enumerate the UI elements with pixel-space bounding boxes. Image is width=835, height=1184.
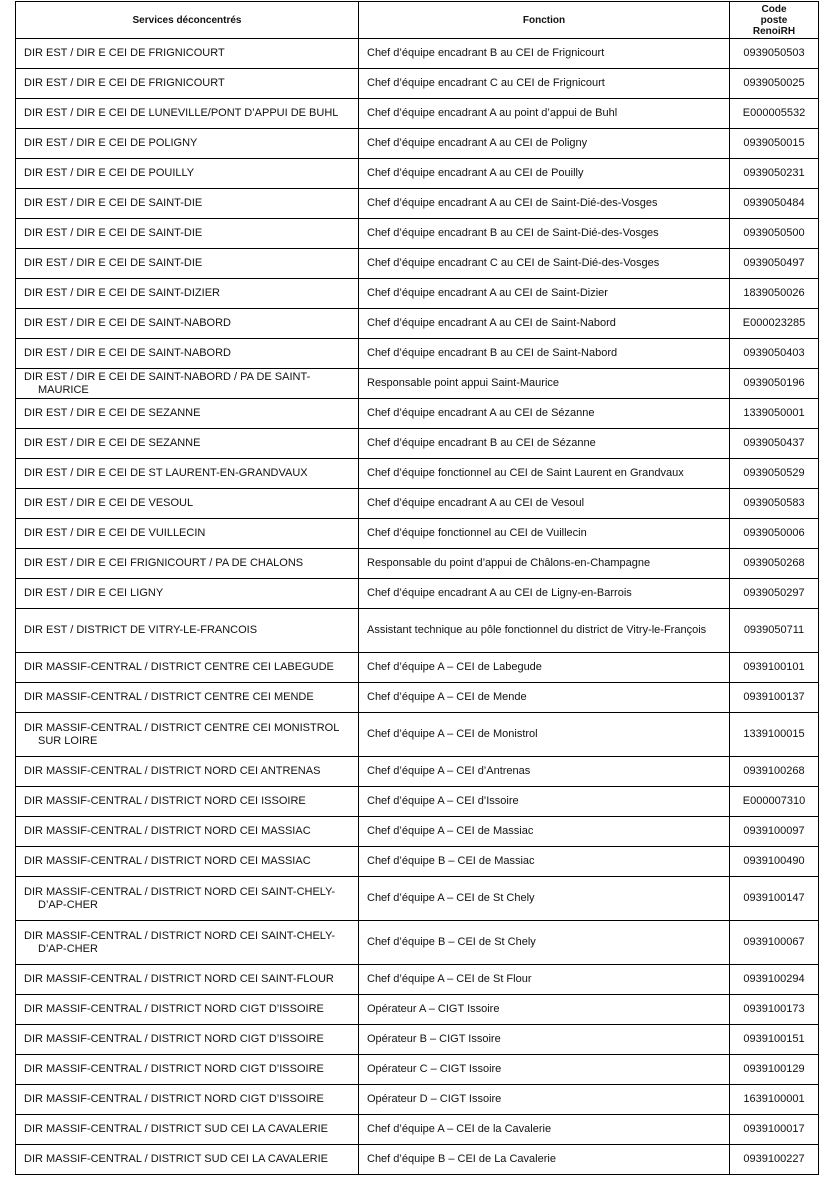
cell-code: 0939100017 — [730, 1115, 819, 1145]
cell-service — [16, 369, 359, 399]
cell-fonction — [359, 189, 730, 219]
cell-fonction — [359, 847, 730, 877]
table-row — [16, 279, 819, 309]
cell-fonction — [359, 399, 730, 429]
cell-fonction — [359, 219, 730, 249]
service-text: DIR MASSIF-CENTRAL / DISTRICT NORD CEI MASSIAC — [24, 825, 311, 837]
cell-service — [16, 129, 359, 159]
cell-fonction — [359, 965, 730, 995]
cell-code: 1339100015 — [730, 713, 819, 757]
fonction-text: Chef d’équipe encadrant A au CEI de Sézanne — [367, 407, 595, 419]
table-row — [16, 847, 819, 877]
cell-service — [16, 787, 359, 817]
cell-code: 0939100067 — [730, 921, 819, 965]
table-row — [16, 787, 819, 817]
table-row — [16, 1115, 819, 1145]
cell-service — [16, 579, 359, 609]
cell-code: 0939050231 — [730, 159, 819, 189]
cell-code: 0939100151 — [730, 1025, 819, 1055]
cell-service — [16, 69, 359, 99]
cell-service — [16, 219, 359, 249]
fonction-text: Chef d’équipe A – CEI d’Antrenas — [367, 765, 531, 777]
table-row — [16, 69, 819, 99]
cell-service — [16, 309, 359, 339]
fonction-text: Chef d’équipe A – CEI de St Flour — [367, 973, 532, 985]
fonction-text: Assistant technique au pôle fonctionnel du district de Vitry-le-François — [367, 624, 707, 636]
fonction-text: Chef d’équipe encadrant A au CEI de Vesoul — [367, 497, 585, 509]
cell-code: 0939050711 — [730, 609, 819, 653]
cell-service — [16, 1145, 359, 1175]
cell-code: 1639100001 — [730, 1085, 819, 1115]
cell-code: 0939050025 — [730, 69, 819, 99]
postes-table — [15, 1, 819, 1175]
table-row — [16, 339, 819, 369]
table-row — [16, 129, 819, 159]
service-text: DIR MASSIF-CENTRAL / DISTRICT NORD CIGT D’ISSOIRE — [24, 1033, 324, 1045]
cell-service — [16, 249, 359, 279]
fonction-text: Opérateur B – CIGT Issoire — [367, 1033, 501, 1045]
cell-service — [16, 653, 359, 683]
cell-code: 0939050437 — [730, 429, 819, 459]
table-row — [16, 399, 819, 429]
cell-code: 0939050484 — [730, 189, 819, 219]
cell-fonction — [359, 99, 730, 129]
service-text: DIR EST / DIR E CEI FRIGNICOURT / PA DE CHALONS — [24, 557, 304, 569]
service-text: DIR EST / DIR E CEI DE SEZANNE — [24, 407, 201, 419]
cell-code: 0939100294 — [730, 965, 819, 995]
cell-code: 0939100268 — [730, 757, 819, 787]
cell-fonction — [359, 787, 730, 817]
cell-code: 0939100097 — [730, 817, 819, 847]
cell-fonction — [359, 921, 730, 965]
service-text: DIR MASSIF-CENTRAL / DISTRICT CENTRE CEI MONISTROL SUR LOIRE — [24, 721, 339, 747]
header-code: Code poste RenoiRH — [730, 2, 819, 39]
cell-service — [16, 847, 359, 877]
table-row — [16, 995, 819, 1025]
cell-service — [16, 399, 359, 429]
cell-service — [16, 459, 359, 489]
service-text: DIR MASSIF-CENTRAL / DISTRICT NORD CEI SAINT-CHELY-D’AP-CHER — [24, 929, 336, 955]
fonction-text: Responsable point appui Saint-Maurice — [367, 377, 560, 389]
cell-service — [16, 965, 359, 995]
service-text: DIR EST / DIR E CEI DE ST LAURENT-EN-GRANDVAUX — [24, 467, 308, 479]
document-page — [15, 1, 818, 1175]
table-row — [16, 921, 819, 965]
table-header — [16, 2, 819, 39]
fonction-text: Chef d’équipe encadrant A au CEI de Pouilly — [367, 167, 584, 179]
cell-fonction — [359, 1055, 730, 1085]
cell-fonction — [359, 653, 730, 683]
table-row — [16, 757, 819, 787]
cell-service — [16, 1025, 359, 1055]
fonction-text: Chef d’équipe encadrant A au CEI de Poligny — [367, 137, 588, 149]
cell-service — [16, 99, 359, 129]
cell-service — [16, 817, 359, 847]
table-row — [16, 219, 819, 249]
service-text: DIR EST / DIR E CEI DE SAINT-NABORD — [24, 347, 231, 359]
service-text: DIR EST / DIR E CEI DE VUILLECIN — [24, 527, 206, 539]
cell-fonction — [359, 579, 730, 609]
cell-service — [16, 877, 359, 921]
fonction-text: Chef d’équipe A – CEI de St Chely — [367, 892, 535, 904]
table-row — [16, 609, 819, 653]
cell-code: 0939100129 — [730, 1055, 819, 1085]
service-text: DIR EST / DIR E CEI DE FRIGNICOURT — [24, 47, 225, 59]
fonction-text: Opérateur C – CIGT Issoire — [367, 1063, 502, 1075]
fonction-text: Chef d’équipe A – CEI d’Issoire — [367, 795, 519, 807]
cell-service — [16, 1085, 359, 1115]
fonction-text: Chef d’équipe A – CEI de Monistrol — [367, 728, 538, 740]
table-row — [16, 519, 819, 549]
cell-code: 0939050015 — [730, 129, 819, 159]
service-text: DIR EST / DIR E CEI DE SAINT-NABORD / PA DE SAINT-MAURICE — [24, 370, 311, 396]
table-row — [16, 159, 819, 189]
cell-code: 0939100227 — [730, 1145, 819, 1175]
table-row — [16, 429, 819, 459]
cell-service — [16, 757, 359, 787]
table-row — [16, 189, 819, 219]
cell-fonction — [359, 683, 730, 713]
cell-fonction — [359, 69, 730, 99]
cell-service — [16, 159, 359, 189]
fonction-text: Chef d’équipe encadrant C au CEI de Saint-Dié-des-Vosges — [367, 257, 660, 269]
cell-service — [16, 1055, 359, 1085]
cell-code: E000005532 — [730, 99, 819, 129]
cell-code: 0939100173 — [730, 995, 819, 1025]
service-text: DIR EST / DIR E CEI DE SAINT-NABORD — [24, 317, 231, 329]
table-row — [16, 877, 819, 921]
table-body — [16, 39, 819, 1175]
cell-service — [16, 39, 359, 69]
fonction-text: Opérateur A – CIGT Issoire — [367, 1003, 500, 1015]
service-text: DIR EST / DIR E CEI LIGNY — [24, 587, 164, 599]
cell-fonction — [359, 39, 730, 69]
cell-fonction — [359, 519, 730, 549]
cell-code: 0939100137 — [730, 683, 819, 713]
cell-service — [16, 549, 359, 579]
cell-fonction — [359, 609, 730, 653]
fonction-text: Chef d’équipe fonctionnel au CEI de Vuillecin — [367, 527, 587, 539]
cell-fonction — [359, 549, 730, 579]
fonction-text: Chef d’équipe A – CEI de Massiac — [367, 825, 534, 837]
cell-service — [16, 995, 359, 1025]
service-text: DIR MASSIF-CENTRAL / DISTRICT NORD CEI MASSIAC — [24, 855, 311, 867]
cell-code: 0939050529 — [730, 459, 819, 489]
cell-code: 0939100101 — [730, 653, 819, 683]
cell-fonction — [359, 129, 730, 159]
fonction-text: Chef d’équipe A – CEI de Labegude — [367, 661, 542, 673]
cell-code: 0939050503 — [730, 39, 819, 69]
header-row — [16, 2, 819, 39]
service-text: DIR MASSIF-CENTRAL / DISTRICT NORD CIGT D’ISSOIRE — [24, 1093, 324, 1105]
cell-code: 0939050006 — [730, 519, 819, 549]
fonction-text: Chef d’équipe encadrant B au CEI de Frignicourt — [367, 47, 605, 59]
cell-fonction — [359, 995, 730, 1025]
cell-code: E000007310 — [730, 787, 819, 817]
cell-service — [16, 339, 359, 369]
header-fonction: Fonction — [359, 2, 730, 39]
cell-fonction — [359, 279, 730, 309]
fonction-text: Chef d’équipe encadrant A au CEI de Saint-Nabord — [367, 317, 616, 329]
cell-service — [16, 279, 359, 309]
cell-fonction — [359, 1025, 730, 1055]
table-row — [16, 39, 819, 69]
table-row — [16, 965, 819, 995]
service-text: DIR EST / DIR E CEI DE SEZANNE — [24, 437, 201, 449]
header-service: Services déconcentrés — [16, 2, 359, 39]
cell-code: 0939100490 — [730, 847, 819, 877]
cell-code: 0939050403 — [730, 339, 819, 369]
cell-service — [16, 429, 359, 459]
cell-code: 0939050497 — [730, 249, 819, 279]
fonction-text: Chef d’équipe B – CEI de St Chely — [367, 936, 536, 948]
table-row — [16, 249, 819, 279]
table-row — [16, 653, 819, 683]
cell-code: 0939050583 — [730, 489, 819, 519]
cell-fonction — [359, 1085, 730, 1115]
service-text: DIR MASSIF-CENTRAL / DISTRICT CENTRE CEI LABEGUDE — [24, 661, 334, 673]
cell-code: E000023285 — [730, 309, 819, 339]
service-text: DIR EST / DIR E CEI DE FRIGNICOURT — [24, 77, 225, 89]
fonction-text: Chef d’équipe encadrant A au CEI de Saint-Dié-des-Vosges — [367, 197, 658, 209]
service-text: DIR MASSIF-CENTRAL / DISTRICT NORD CEI ISSOIRE — [24, 795, 306, 807]
cell-code: 0939050500 — [730, 219, 819, 249]
service-text: DIR MASSIF-CENTRAL / DISTRICT NORD CEI SAINT-FLOUR — [24, 973, 334, 985]
fonction-text: Chef d’équipe A – CEI de Mende — [367, 691, 527, 703]
service-text: DIR EST / DIR E CEI DE POUILLY — [24, 167, 195, 179]
cell-fonction — [359, 489, 730, 519]
fonction-text: Chef d’équipe encadrant A au point d’appui de Buhl — [367, 107, 618, 119]
cell-code: 1339050001 — [730, 399, 819, 429]
fonction-text: Chef d’équipe B – CEI de Massiac — [367, 855, 535, 867]
cell-fonction — [359, 713, 730, 757]
cell-fonction — [359, 877, 730, 921]
cell-code: 0939050268 — [730, 549, 819, 579]
cell-code: 0939050297 — [730, 579, 819, 609]
service-text: DIR EST / DIR E CEI DE SAINT-DIZIER — [24, 287, 220, 299]
cell-fonction — [359, 1145, 730, 1175]
table-row — [16, 369, 819, 399]
service-text: DIR EST / DISTRICT DE VITRY-LE-FRANCOIS — [24, 624, 258, 636]
cell-fonction — [359, 459, 730, 489]
cell-service — [16, 1115, 359, 1145]
table-row — [16, 1085, 819, 1115]
fonction-text: Chef d’équipe encadrant A au CEI de Saint-Dizier — [367, 287, 608, 299]
fonction-text: Chef d’équipe encadrant B au CEI de Sézanne — [367, 437, 596, 449]
fonction-text: Chef d’équipe fonctionnel au CEI de Saint Laurent en Grandvaux — [367, 467, 684, 479]
cell-fonction — [359, 757, 730, 787]
cell-service — [16, 609, 359, 653]
fonction-text: Responsable du point d’appui de Châlons-en-Champagne — [367, 557, 651, 569]
service-text: DIR EST / DIR E CEI DE LUNEVILLE/PONT D’APPUI DE BUHL — [24, 107, 339, 119]
table-row — [16, 309, 819, 339]
cell-fonction — [359, 339, 730, 369]
fonction-text: Chef d’équipe encadrant C au CEI de Frignicourt — [367, 77, 605, 89]
service-text: DIR EST / DIR E CEI DE SAINT-DIE — [24, 227, 203, 239]
cell-fonction — [359, 159, 730, 189]
service-text: DIR MASSIF-CENTRAL / DISTRICT SUD CEI LA CAVALERIE — [24, 1123, 328, 1135]
service-text: DIR EST / DIR E CEI DE VESOUL — [24, 497, 194, 509]
service-text: DIR MASSIF-CENTRAL / DISTRICT NORD CEI ANTRENAS — [24, 765, 321, 777]
service-text: DIR MASSIF-CENTRAL / DISTRICT NORD CIGT D’ISSOIRE — [24, 1003, 324, 1015]
table-row — [16, 713, 819, 757]
cell-service — [16, 921, 359, 965]
table-row — [16, 1145, 819, 1175]
cell-fonction — [359, 309, 730, 339]
table-row — [16, 1025, 819, 1055]
table-row — [16, 579, 819, 609]
cell-service — [16, 683, 359, 713]
table-row — [16, 1055, 819, 1085]
service-text: DIR MASSIF-CENTRAL / DISTRICT NORD CIGT D’ISSOIRE — [24, 1063, 324, 1075]
service-text: DIR EST / DIR E CEI DE SAINT-DIE — [24, 257, 203, 269]
fonction-text: Chef d’équipe encadrant B au CEI de Saint-Nabord — [367, 347, 618, 359]
cell-fonction — [359, 817, 730, 847]
table-row — [16, 99, 819, 129]
cell-fonction — [359, 429, 730, 459]
cell-fonction — [359, 369, 730, 399]
cell-service — [16, 489, 359, 519]
service-text: DIR EST / DIR E CEI DE SAINT-DIE — [24, 197, 203, 209]
table-row — [16, 489, 819, 519]
cell-service — [16, 519, 359, 549]
fonction-text: Chef d’équipe B – CEI de La Cavalerie — [367, 1153, 556, 1165]
fonction-text: Opérateur D – CIGT Issoire — [367, 1093, 502, 1105]
cell-fonction — [359, 1115, 730, 1145]
cell-service — [16, 713, 359, 757]
cell-service — [16, 189, 359, 219]
table-row — [16, 549, 819, 579]
fonction-text: Chef d’équipe A – CEI de la Cavalerie — [367, 1123, 552, 1135]
fonction-text: Chef d’équipe encadrant A au CEI de Ligny-en-Barrois — [367, 587, 632, 599]
table-row — [16, 459, 819, 489]
service-text: DIR MASSIF-CENTRAL / DISTRICT CENTRE CEI MENDE — [24, 691, 314, 703]
service-text: DIR MASSIF-CENTRAL / DISTRICT SUD CEI LA CAVALERIE — [24, 1153, 328, 1165]
fonction-text: Chef d’équipe encadrant B au CEI de Saint-Dié-des-Vosges — [367, 227, 659, 239]
cell-fonction — [359, 249, 730, 279]
table-row — [16, 817, 819, 847]
table-row — [16, 683, 819, 713]
cell-code: 0939050196 — [730, 369, 819, 399]
cell-code: 1839050026 — [730, 279, 819, 309]
service-text: DIR EST / DIR E CEI DE POLIGNY — [24, 137, 198, 149]
service-text: DIR MASSIF-CENTRAL / DISTRICT NORD CEI SAINT-CHELY-D’AP-CHER — [24, 885, 336, 911]
cell-code: 0939100147 — [730, 877, 819, 921]
